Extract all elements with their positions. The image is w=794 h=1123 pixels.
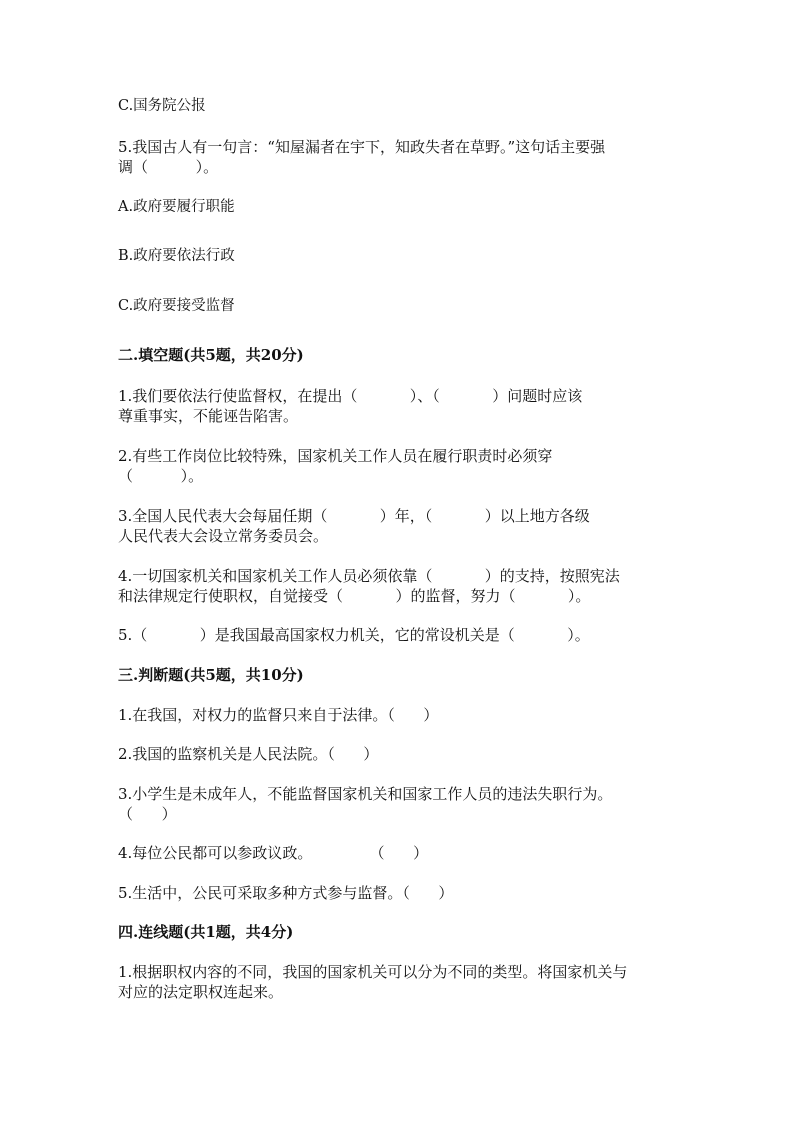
question-5-line-1: 5.我国古人有一句言：“知屋漏者在宇下，知政失者在草野。”这句话主要强 (118, 138, 606, 156)
fill-q5: 5.（ ）是我国最高国家权力机关，它的常设机关是（ ）。 (118, 626, 590, 644)
tf-q5: 5.生活中，公民可采取多种方式参与监督。（ ） (118, 884, 454, 902)
fill-q3-line-2: 人民代表大会设立常务委员会。 (118, 527, 329, 545)
fill-q4-line-2: 和法律规定行使职权，自觉接受（ ）的监督，努力（ ）。 (118, 587, 591, 605)
tf-q2: 2.我国的监察机关是人民法院。（ ） (118, 745, 379, 763)
tf-q4: 4.每位公民都可以参政议政。 （ ） (118, 844, 429, 862)
option-c: C.政府要接受监督 (118, 298, 235, 314)
option-b: B.政府要依法行政 (118, 248, 235, 264)
fill-q1-line-2: 尊重事实，不能诬告陷害。 (118, 407, 299, 425)
section-heading-fill-in: 二.填空题(共5题，共20分) (118, 346, 304, 364)
section-heading-matching: 四.连线题(共1题，共4分) (118, 923, 294, 941)
tf-q3-line-1: 3.小学生是未成年人，不能监督国家机关和国家工作人员的违法失职行为。 (118, 785, 613, 803)
question-5-line-2: 调（ ）。 (118, 158, 219, 176)
tf-q3-line-2: （ ） (118, 805, 177, 823)
fill-q2-line-1: 2.有些工作岗位比较特殊，国家机关工作人员在履行职责时必须穿 (118, 447, 553, 465)
option-c-state-council-bulletin: C.国务院公报 (118, 98, 206, 114)
option-a: A.政府要履行职能 (118, 199, 235, 215)
match-q1-line-2: 对应的法定职权连起来。 (118, 983, 284, 1001)
fill-q4-line-1: 4.一切国家机关和国家机关工作人员必须依靠（ ）的支持，按照宪法 (118, 567, 620, 585)
fill-q3-line-1: 3.全国人民代表大会每届任期（ ）年，（ ）以上地方各级 (118, 507, 590, 525)
fill-q1-line-1: 1.我们要依法行使监督权，在提出（ ）、（ ）问题时应该 (118, 387, 583, 405)
fill-q2-line-2: （ ）。 (118, 467, 204, 485)
tf-q1: 1.在我国，对权力的监督只来自于法律。（ ） (118, 706, 439, 724)
match-q1-line-1: 1.根据职权内容的不同，我国的国家机关可以分为不同的类型。将国家机关与 (118, 963, 628, 981)
section-heading-true-false: 三.判断题(共5题，共10分) (118, 666, 304, 684)
